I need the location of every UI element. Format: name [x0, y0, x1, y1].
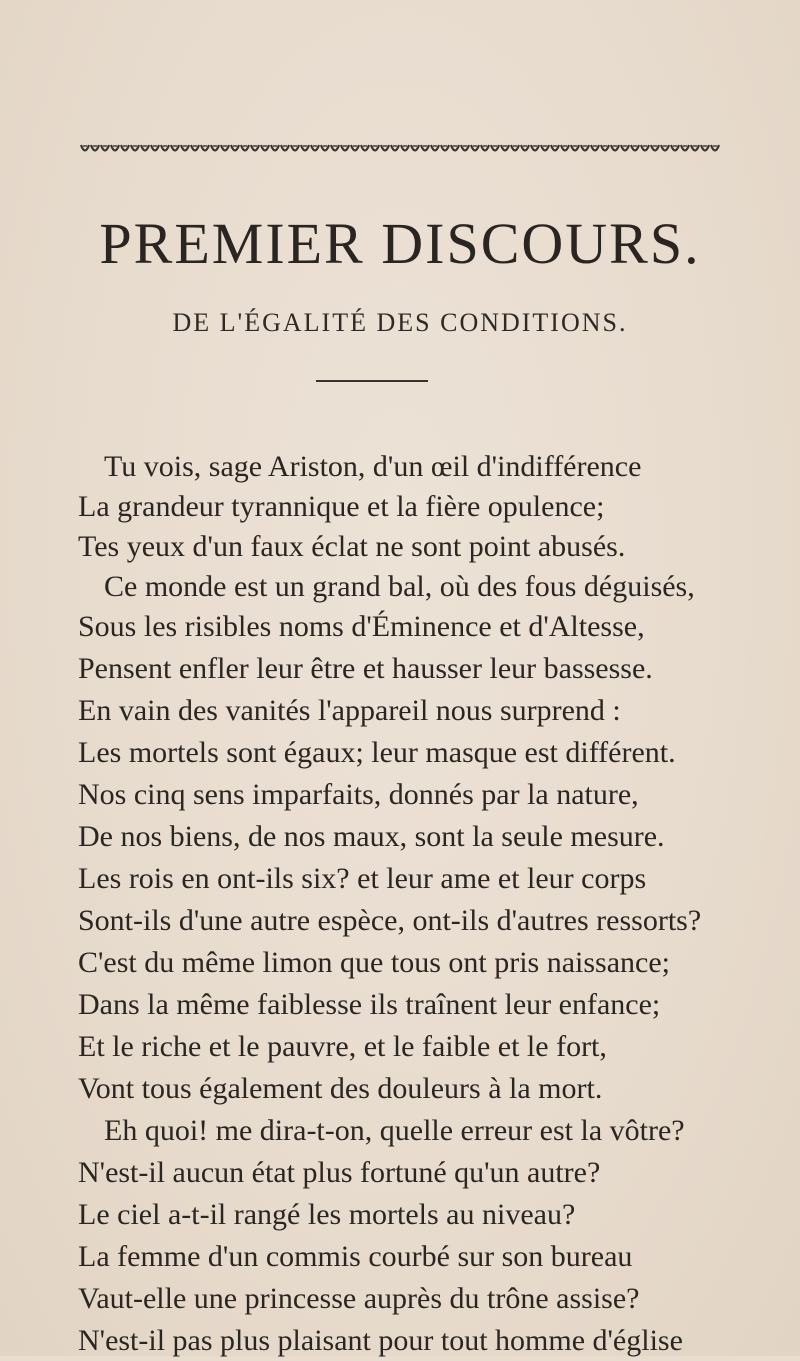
verse-line: Et le riche et le pauvre, et le faible et le fort,: [78, 1030, 607, 1063]
verse-line: Tu vois, sage Ariston, d'un œil d'indifférence: [104, 450, 642, 483]
verse-line: Nos cinq sens imparfaits, donnés par la nature,: [78, 778, 639, 811]
verse-line: La femme d'un commis courbé sur son bureau: [78, 1240, 633, 1273]
verse-line: Ce monde est un grand bal, où des fous déguisés,: [104, 570, 695, 603]
verse-line: Eh quoi! me dira-t-on, quelle erreur est la vôtre?: [104, 1114, 685, 1147]
title-divider: [316, 380, 428, 382]
verse-line: Pensent enfler leur être et hausser leur bassesse.: [78, 652, 653, 685]
verse-line: Vont tous également des douleurs à la mort.: [78, 1072, 603, 1105]
verse-line: La grandeur tyrannique et la fière opulence;: [78, 490, 605, 523]
verse-line: Sous les risibles noms d'Éminence et d'Altesse,: [78, 610, 645, 643]
page-subtitle: DE L'ÉGALITÉ DES CONDITIONS.: [172, 308, 628, 337]
verse-line: Dans la même faiblesse ils traînent leur enfance;: [78, 988, 661, 1021]
verse-line: En vain des vanités l'appareil nous surprend :: [78, 694, 621, 727]
verse-line: Les mortels sont égaux; leur masque est différent.: [78, 736, 676, 769]
verse-line: C'est du même limon que tous ont pris naissance;: [78, 946, 670, 979]
verse-line: Le ciel a-t-il rangé les mortels au niveau?: [78, 1198, 576, 1231]
ornamental-band: [80, 142, 720, 158]
verse-line: Tes yeux d'un faux éclat ne sont point abusés.: [78, 530, 626, 563]
page-title: PREMIER DISCOURS.: [99, 211, 701, 276]
verse-line: N'est-il pas plus plaisant pour tout homme d'église: [78, 1324, 683, 1357]
verse-line: Vaut-elle une princesse auprès du trône assise?: [78, 1282, 640, 1315]
verse-line: Sont-ils d'une autre espèce, ont-ils d'autres ressorts?: [78, 904, 702, 937]
verse-line: De nos biens, de nos maux, sont la seule mesure.: [78, 820, 665, 853]
verse-line: Les rois en ont-ils six? et leur ame et leur corps: [78, 862, 647, 895]
verse-line: N'est-il aucun état plus fortuné qu'un autre?: [78, 1156, 601, 1189]
